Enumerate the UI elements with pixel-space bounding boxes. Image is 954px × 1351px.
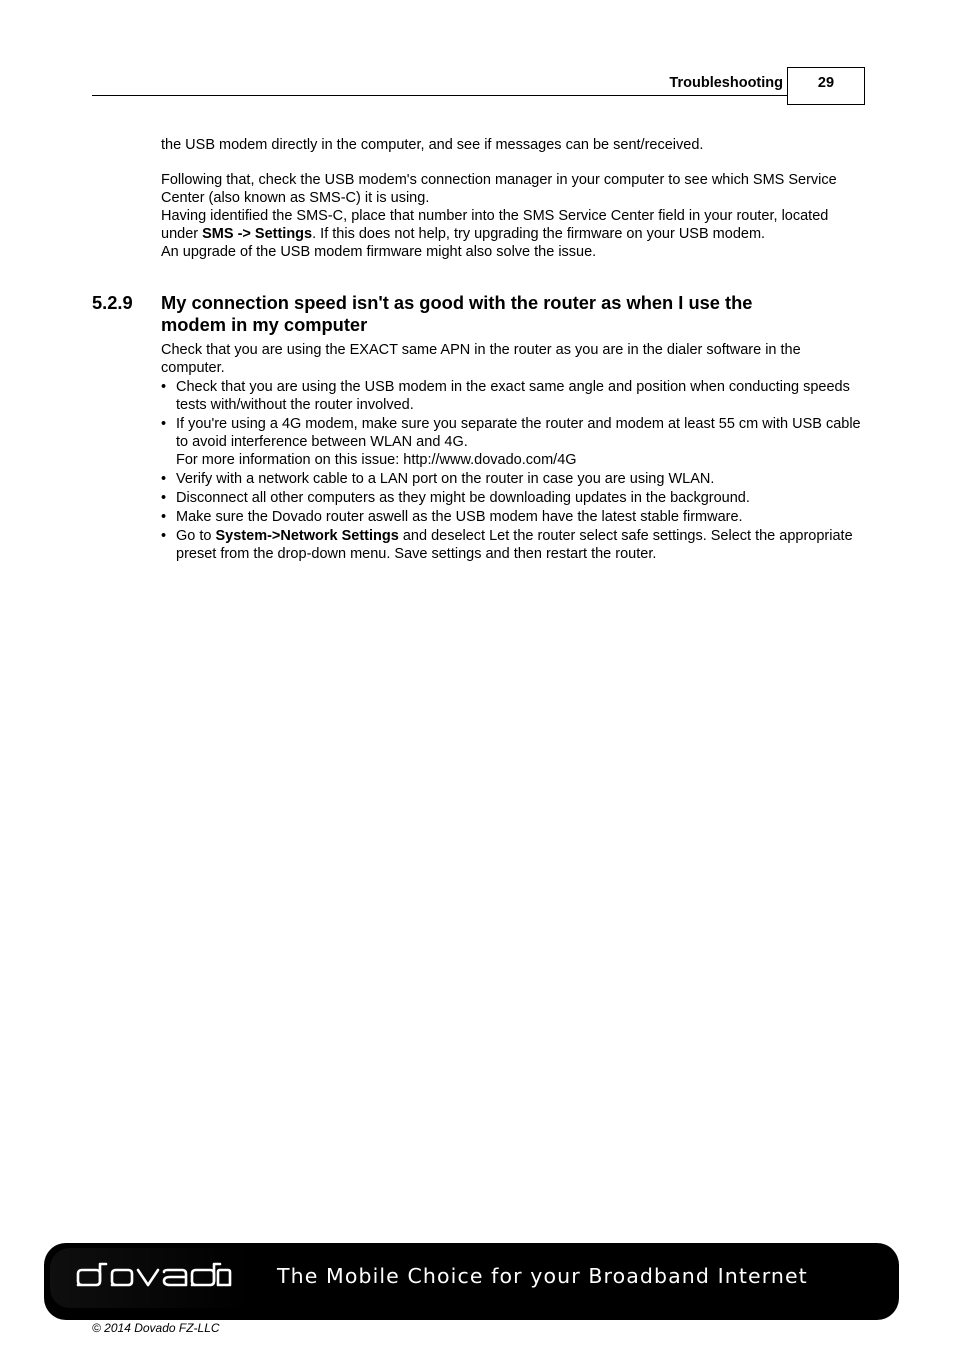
footer-tagline: The Mobile Choice for your Broadband Internet [277, 1264, 808, 1288]
bullet-icon: • [161, 509, 167, 525]
list-item-text: If you're using a 4G modem, make sure you separate the router and modem at least 55 cm with USB cable to avoid interference between WLAN and 4G. [176, 416, 861, 450]
bullet-icon: • [161, 528, 167, 544]
dovado-logo-icon [76, 1260, 232, 1290]
copyright-notice: © 2014 Dovado FZ-LLC [92, 1321, 220, 1335]
bullet-icon: • [161, 379, 167, 395]
menu-path-network-settings: System->Network Settings [215, 528, 399, 544]
intro-text: . If this does not help, try upgrading the firmware on your USB modem. [312, 226, 766, 242]
list-item-text: Make sure the Dovado router aswell as the USB modem have the latest stable firmware. [176, 509, 743, 525]
list-item-text: Disconnect all other computers as they might be downloading updates in the background. [176, 490, 750, 506]
section-body [161, 341, 866, 563]
list-item-text: Check that you are using the USB modem in the exact same angle and position when conducting speeds tests with/without the router involved. [176, 379, 850, 413]
list-item [161, 378, 866, 414]
section-number: 5.2.9 [92, 292, 133, 313]
bullet-list [161, 378, 866, 563]
running-header-title: Troubleshooting [669, 75, 783, 91]
intro-text: Having identified the SMS-C, place that number into the SMS Service Center field in your router, located under [161, 208, 829, 242]
intro-paragraph-1: the USB modem directly in the computer, and see if messages can be sent/received. [161, 137, 704, 153]
list-item-text: and deselect Let the router select safe settings. Select the appropriate preset from the drop-down menu. Save settings and then restart the router. [176, 528, 853, 562]
intro-paragraph-2: Following that, check the USB modem's connection manager in your computer to see which SMS Service Center (also known as SMS-C) it is using. [161, 172, 837, 206]
bullet-icon: • [161, 490, 167, 506]
bullet-icon: • [161, 416, 167, 432]
list-item [161, 415, 866, 469]
intro-paragraph-4: An upgrade of the USB modem firmware might also solve the issue. [161, 244, 597, 260]
header-rule [92, 95, 788, 96]
bullet-icon: • [161, 471, 167, 487]
list-item-text: Verify with a network cable to a LAN port on the router in case you are using WLAN. [176, 471, 715, 487]
list-item [161, 508, 866, 526]
section-title: My connection speed isn't as good with the router as when I use the modem in my computer [161, 292, 753, 335]
section-intro: Check that you are using the EXACT same APN in the router as you are in the dialer software in the computer. [161, 342, 801, 376]
list-item [161, 527, 866, 563]
intro-block [161, 136, 866, 261]
list-item [161, 489, 866, 507]
menu-path-sms-settings: SMS -> Settings [202, 226, 313, 242]
list-item-text-link-info: For more information on this issue: http://www.dovado.com/4G [176, 452, 577, 468]
intro-paragraph-3 [161, 207, 866, 243]
list-item-text: Go to [176, 528, 216, 544]
page-number-box: 29 [787, 67, 865, 105]
list-item [161, 470, 866, 488]
